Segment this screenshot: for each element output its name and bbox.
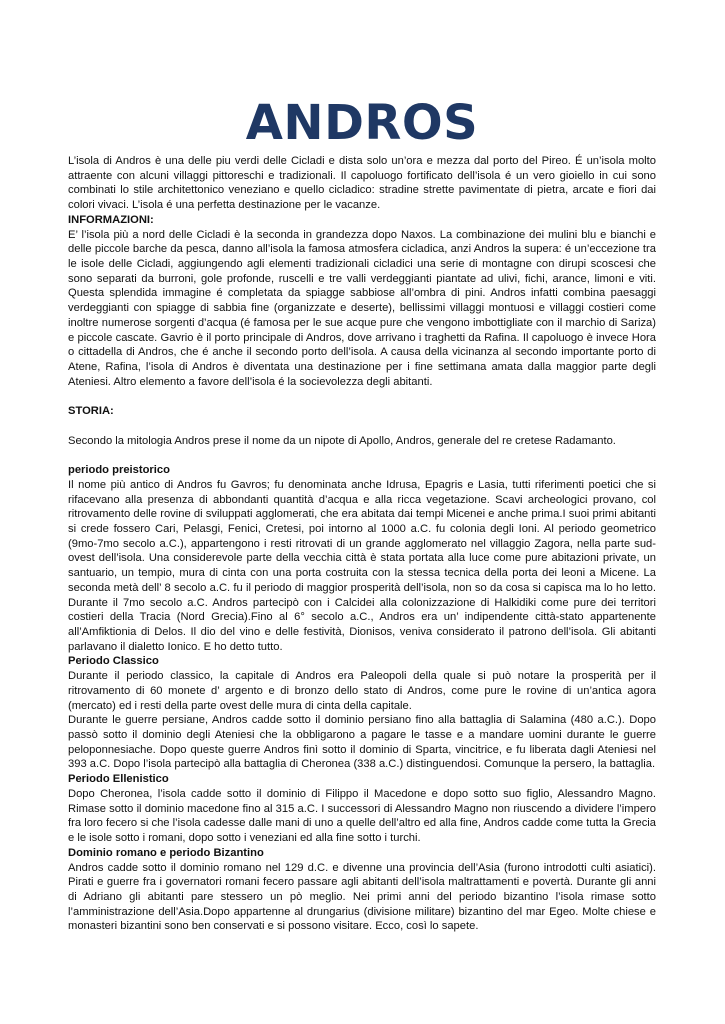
storia-heading: STORIA: — [68, 405, 114, 418]
preistorico-paragraph: Il nome più antico di Andros fu Gavros; fu denominata anche Idrusa, Epagris e Lasia, tutti riferimenti poetici che si rifacevano alla presenza di abbondanti quantità d’acqua e alla ricca vegetazione. Scavi archeologici provano, col ritrovamento delle rovine di sviluppati agglomerati, che era abitata dai tempi Micenei e anche prima.I suoi primi abitanti si crede fossero Cari, Pelasgi, Fenici, Cretesi, poi intorno al 1000 a.C. fu colonia degli Ioni. Al periodo geometrico (9mo-7mo secolo a.C.), appartengono i resti ritrovati di un grande agglomerato nel villaggio Zagora, nella parte sud-ovest dell’isola. Una considerevole parte della vecchia città è stata portata alla luce come pure abitazioni private, un santuario, un tempio, mura di cinta con una porta costruita con la stessa tecnica della porta dei leoni a Micene. La seconda metà dell’ 8 secolo a.C. fu il periodo di maggior prosperità dell’isola, non so da cosa si capisca ma lo ho letto. Durante il 7mo secolo a.C. Andros partecipò con i Calcidei alla colonizzazione di Halkidiki come pure dei territori costieri della Tracia (Nord Grecia).Fino al 6° secolo a.C., Andros era un’ indipendente città-stato appartenente all’Amfiktionia di Delos. Il dio del vino e delle festività, Dionisos, veniva considerato il patrono dell’isola. Gli abitanti parlavano il dialetto Ionico. E ho detto tutto. — [68, 478, 656, 653]
info-heading: INFORMAZIONI: — [68, 213, 154, 226]
spacer — [68, 448, 656, 463]
spacer — [68, 419, 656, 434]
storia-paragraph: Secondo la mitologia Andros prese il nome da un nipote di Apollo, Andros, generale del re cretese Radamanto. — [68, 434, 616, 447]
romano-paragraph: Andros cadde sotto il dominio romano nel 129 d.C. e divenne una provincia dell’Asia (furono introdotti culti asiatici). Pirati e guerre fra i governatori romani fecero passare agli abitanti dell’isola maltrattamenti e povertà. Durante gli anni di Adriano gli abitanti pare stessero un pò meglio. Nei primi anni del periodo bizantino l’isola rimase sotto l’amministrazione dell’Asia.Dopo appartenne al drungarius (divisione militare) bizantino del mar Egeo. Molte chiese e monasteri bizantini sono ben conservati e si possono visitare. Ecco, così lo sapete. — [68, 861, 656, 933]
classico-paragraph-2: Durante le guerre persiane, Andros cadde sotto il dominio persiano fino alla battaglia di Salamina (480 a.C.). Dopo passò sotto il dominio degli Ateniesi che la obbligarono a pagare le tasse e a mandare uomini durante le guerre peloponnesiache. Dopo queste guerre Andros finì sotto il dominio di Sparta, vincitrice, e fu liberata dagli Ateniesi nel 393 a.C. Dopo l’isola partecipò alla battaglia di Cheronea (338 a.C.) distinguendosi. Comunque la persero, la battaglia. — [68, 714, 656, 771]
classico-paragraph-1: Durante il periodo classico, la capitale di Andros era Paleopoli della quale si può notare la prosperità per il ritrovamento di 60 monete d’ argento e di bronzo dello stato di Andros, come pure le rovine di un’antica agora (mercato) ed i resti della parte ovest delle mura di cinta della capitale. — [68, 670, 656, 712]
ellenistico-heading: Periodo Ellenistico — [68, 773, 169, 786]
romano-heading: Dominio romano e periodo Bizantino — [68, 846, 264, 859]
preistorico-heading: periodo preistorico — [68, 464, 170, 477]
ellenistico-paragraph: Dopo Cheronea, l’isola cadde sotto il dominio di Filippo il Macedone e dopo sotto suo figlio, Alessandro Magno. Rimase sotto il dominio macedone fino al 315 a.C. I successori di Alessandro Magno non riuscendo a dividere l’impero fra loro fecero si che l’isola cadesse dalle mani di uno a quelle dell’altro ed alla fine, Andros cadde come tutta la Grecia e le isole sotto i romani, dopo sotto i veneziani ed alla fine sotto i turchi. — [68, 787, 656, 845]
document-page — [68, 94, 656, 934]
intro-paragraph: L’isola di Andros è una delle piu verdi delle Cicladi e dista solo un’ora e mezza dal porto del Pireo. É un’isola molto attraente con alcuni villaggi pittoreschi e tradizionali. Il capoluogo fortificato dell’isola é un vero gioiello in cui sono combinati lo stile architettonico veneziano e quello cicladico: stradine strette pavimentate di pietra, arcate e fiori dai colori vivaci. L’isola é una perfetta destinazione per le vacanze. — [68, 155, 656, 212]
spacer — [68, 390, 656, 405]
page-title: ANDROS — [245, 95, 479, 151]
classico-heading: Periodo Classico — [68, 655, 159, 668]
info-paragraph: E’ l’isola più a nord delle Cicladi è la seconda in grandezza dopo Naxos. La combinazione dei mulini blu e bianchi e delle piccole barche da pesca, danno all’isola la famosa atmosfera cicladica, anzi Andros la supera: é un’eccezione tra le isole delle Cicladi, aggiungendo agli elementi tradizionali cicladici una serie di montagne con dirupi scoscesi che sono separati da burroni, gole profonde, ruscelli e tre valli verdeggianti piantate ad ulivi, fichi, arance, limoni e viti. Questa splendida immagine é completata da spiagge sabbiose all’ombra di pini. Andros infatti combina paesaggi verdeggianti con spiagge di sabbia fine (organizzate e deserte), bellissimi villaggi montuosi e villaggi costieri come inoltre numerose sorgenti d’acqua (é famosa per le sue acque pure che vengono imbottigliate con il marchio di Sariza) e piccole cascate. Gavrio è il porto principale di Andros, dove arrivano i traghetti da Rafina. Il capoluogo è invece Hora o cittadella di Andros, che é anche il secondo porto dell’isola. A causa della vicinanza al secondo importante porto di Atene, Rafina, l’isola di Andros è diventata una destinazione per i fine settimana amata dalla maggior parte degli Ateniesi. Altro elemento a favore dell’isola é la socievolezza degli abitanti. — [68, 228, 656, 388]
